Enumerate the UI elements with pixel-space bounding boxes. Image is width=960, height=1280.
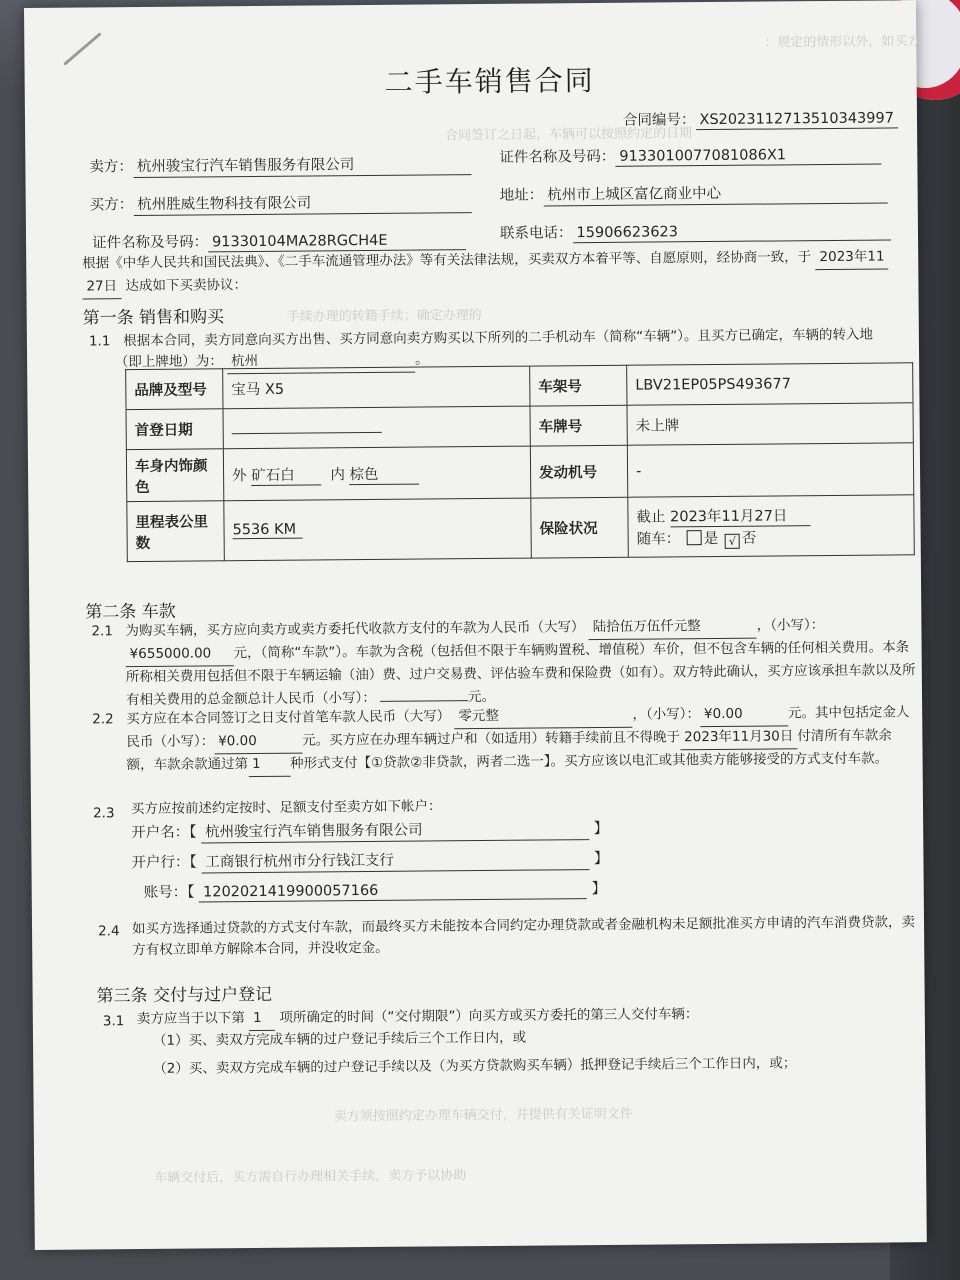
- reg-date-cell: [223, 406, 530, 449]
- account-bank-label: 开户行：【: [131, 854, 197, 872]
- mileage-label: 里程表公里数: [127, 501, 225, 562]
- no-label: 否: [741, 530, 757, 547]
- account-name: 杭州骏宝行汽车销售服务有限公司: [201, 817, 589, 843]
- seller-cert-label: 证件名称及号码：: [499, 148, 616, 166]
- yes-label: 是: [703, 530, 719, 547]
- intro-tail: 达成如下买卖协议：: [125, 277, 247, 295]
- clause-text: 元。: [468, 688, 496, 706]
- clause-text: 元。买方应在办理车辆过户和（如适用）转籍手续前且不得晚于: [302, 729, 681, 749]
- interior-color: 棕色: [349, 462, 419, 485]
- seller-label: 卖方：: [89, 159, 133, 176]
- reg-date-value: [232, 418, 382, 434]
- clause-text: 元。其中包括定金人民币（小写）：: [126, 704, 910, 751]
- first-payment-upper: 零元整: [454, 705, 632, 730]
- insurance-cell: [628, 495, 915, 557]
- account-number-label: 账号：【: [143, 884, 195, 901]
- table-row: [126, 363, 913, 410]
- account-bank: 工商银行杭州市分行钱江支行: [201, 847, 589, 873]
- clause-text: 种形式支付【①贷款②非贷款，两者二选一】。买方应该以电汇或其他卖方能够接受的方式支付车款。: [290, 750, 889, 772]
- account-number-row: [144, 877, 607, 903]
- ghost-text: ：规定的情形以外，如买方: [764, 34, 921, 51]
- clause-number: 2.3: [92, 805, 115, 822]
- buyer-phone-label: 联系电话：: [499, 225, 573, 242]
- clause-number: 1.1: [88, 333, 111, 350]
- mileage-cell: [224, 498, 532, 561]
- brand-value: 宝马 X5: [223, 366, 530, 409]
- buyer-phone: 15906623623: [572, 222, 890, 243]
- clause-2-4: 如买方选择通过贷款的方式支付车款，而最终买方未能按本合同约定办理贷款或者金融机构未足额批准买方申请的汽车消费贷款，卖方有权立即单方解除本合同，并没收定金。: [131, 914, 916, 959]
- deposit-amount: ¥0.00: [214, 731, 302, 755]
- contract-page: [24, 0, 927, 1250]
- article-1-heading: 第一条 销售和购买: [82, 307, 225, 329]
- table-row: [127, 495, 914, 562]
- buyer-address-label: 地址：: [499, 187, 544, 204]
- plate-value: 未上牌: [627, 403, 913, 445]
- clause-text: 根据本合同，卖方同意向买方出售、买方同意向卖方购买以下所列的二手机动车（简称“车辆”）。且买方已确定，车辆的转入地: [123, 326, 874, 350]
- clause-number: 3.1: [102, 1013, 125, 1030]
- buyer-address: 杭州市上城区富亿商业中心: [543, 180, 887, 206]
- brand-label: 品牌及型号: [126, 369, 223, 410]
- bracket: 】: [591, 880, 607, 898]
- ghost-text: 卖方须按照约定办理车辆交付，并提供有关证明文件: [333, 1106, 633, 1125]
- account-name-label: 开户名：【: [131, 824, 197, 842]
- article-2-heading: 第二条 车款: [85, 601, 176, 623]
- account-number: 1202021419900057166: [199, 881, 587, 902]
- paperclip-icon: [63, 32, 101, 65]
- transfer-city: 杭州: [227, 350, 415, 375]
- intro-date-b: 27日: [82, 276, 121, 299]
- clause-2-2: [126, 702, 917, 778]
- intro-paragraph: [82, 246, 912, 299]
- seller-cert-value: 9133010077081086X1: [615, 147, 881, 167]
- plate-label: 车牌号: [530, 405, 627, 446]
- delivery-option-2: （2）买、卖双方完成车辆的过户登记手续以及（为买方贷款购买车辆）抵押登记手续后三个工作日内，或；: [153, 1055, 797, 1077]
- clause-text: ，（小写）：: [756, 617, 825, 634]
- color-cell: [223, 446, 530, 501]
- clause-text: 。: [415, 351, 429, 368]
- reg-date-label: 首登日期: [126, 409, 223, 450]
- seller-cert-row: [499, 143, 881, 168]
- bracket: 】: [593, 820, 609, 838]
- buyer-name: 杭州胜威生物科技有限公司: [133, 190, 471, 216]
- clause-text: 买方应在本合同签订之日支付首笔车款人民币（大写）: [126, 708, 451, 728]
- clause-2-1: [125, 614, 916, 711]
- article-3-heading: 第三条 交付与过户登记: [96, 984, 273, 1007]
- insurance-until-prefix: 截止: [636, 508, 666, 526]
- clause-text: 项所确定的时间（“交付期限”）向买方或买方委托的第三人交付车辆：: [279, 1006, 699, 1026]
- vin-value: LBV21EP05PS493677: [627, 363, 913, 405]
- clause-text: 为购买车辆，买方应向卖方或卖方委托代收款方支付的车款为人民币（大写）: [125, 619, 585, 640]
- ghost-text: 手续办理的转籍手续；确定办理的: [286, 308, 482, 325]
- bracket: 】: [593, 850, 609, 868]
- interior-prefix: 内: [330, 466, 345, 483]
- seller-name: 杭州骏宝行汽车销售服务有限公司: [133, 152, 471, 178]
- clause-number: 2.4: [97, 923, 120, 940]
- clause-number: 2.2: [92, 711, 114, 728]
- intro-text: 根据《中华人民共和国民法典》、《二手车流通管理办法》等有关法律法规，买卖双方本着平等、自愿原则，经协商一致，于: [82, 249, 812, 272]
- contract-number-value: XS2023112713510343997: [695, 110, 898, 130]
- clause-text: （即上牌地）为：: [114, 353, 223, 371]
- delivery-option-1: （1）买、卖双方完成车辆的过户登记手续后三个工作日内，或: [152, 1029, 527, 1049]
- clause-text: 付清所有车款余额，车款余款通过第: [126, 727, 892, 774]
- price-lower: ¥655000.00: [126, 643, 234, 667]
- insurance-label: 保险状况: [531, 497, 629, 558]
- ghost-text: 车辆交付后，买方需自行办理相关手续，卖方予以协助: [154, 1168, 467, 1186]
- price-upper: 陆拾伍万伍仟元整: [589, 616, 757, 640]
- engine-value: -: [627, 443, 913, 497]
- contract-number: [623, 106, 898, 130]
- clause-2-3: 买方应按前述约定按时、足额支付至卖方如下帐户：: [130, 798, 442, 818]
- clause-number: 2.1: [91, 623, 113, 640]
- total-amount: [380, 685, 468, 702]
- checkbox-no: √: [725, 533, 740, 548]
- color-label: 车身内饰颜色: [126, 449, 223, 502]
- account-bank-row: [131, 847, 608, 874]
- account-name-row: [131, 817, 608, 844]
- buyer-cert-label: 证件名称及号码：: [91, 234, 209, 252]
- buyer-label: 买方：: [89, 197, 134, 214]
- table-row: [126, 443, 913, 502]
- checkbox-yes: [687, 530, 702, 545]
- mileage-value: 5536 KM: [232, 522, 302, 540]
- exterior-prefix: 外: [232, 467, 247, 484]
- contract-number-label: 合同编号：: [622, 112, 696, 129]
- table-row: [126, 403, 913, 450]
- clause-text: ，（小写）：: [632, 706, 701, 723]
- buyer-cert-value: 91330104MA28RGCH4E: [208, 232, 466, 252]
- exterior-color: 矿石白: [251, 463, 321, 486]
- intro-date-a: 2023年11: [815, 246, 888, 270]
- balance-deadline: 2023年11月30日: [680, 726, 797, 750]
- engine-label: 发动机号: [530, 445, 627, 498]
- first-payment-lower: ¥0.00: [700, 703, 788, 727]
- delivery-item: 1: [249, 1008, 275, 1031]
- clause-text: 元，（简称“车款”）。车款为含税（包括但不限于车辆购置税、增值税）车价，但不包含车辆的任何相关费用。本条所称相关费用包括但不限于车辆运输（油）费、过户交易费、评估验车费和保险费（如有）。双方特此确认，买方应该承担车款以及所有相关费用的总金额总计人民币（小写）：: [125, 639, 916, 709]
- buyer-cert-row: [92, 228, 466, 253]
- buyer-address-row: [500, 180, 888, 206]
- seller-row: [89, 152, 471, 178]
- vin-label: 车架号: [530, 365, 627, 406]
- payment-method: 1: [248, 754, 290, 777]
- insurance-follow-label: 随车：: [636, 530, 681, 548]
- ghost-text: 合同签订之日起，车辆可以按照约定的日期: [445, 126, 693, 144]
- buyer-row: [90, 190, 472, 216]
- insurance-until: 2023年11月27日: [670, 504, 810, 527]
- document-title: 二手车销售合同: [384, 64, 595, 99]
- clause-text: 卖方应当于以下第: [136, 1010, 245, 1028]
- vehicle-table: [125, 362, 915, 562]
- buyer-phone-row: [500, 218, 891, 243]
